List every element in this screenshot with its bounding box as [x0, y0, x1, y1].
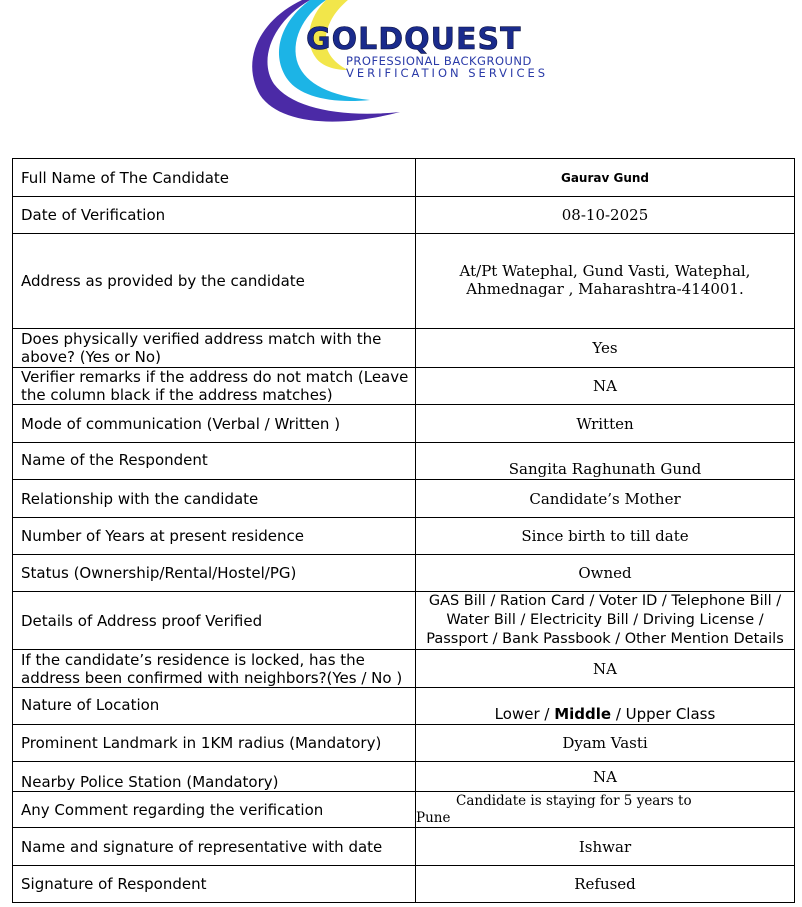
row-label: Verifier remarks if the address do not match (Leave the column black if the address matches): [13, 368, 416, 405]
comment-line-2: Pune: [416, 809, 451, 826]
location-lower: Lower /: [494, 705, 555, 723]
logo-brand-text: GOLDQUEST: [306, 22, 522, 57]
table-row: [13, 405, 795, 443]
row-value: [416, 688, 795, 725]
row-label: Nature of Location: [13, 688, 416, 725]
row-value: 08-10-2025: [416, 197, 795, 234]
table-row: [13, 866, 795, 903]
row-value: Gaurav Gund: [416, 159, 795, 197]
row-value: NA: [416, 650, 795, 688]
verification-table: [12, 158, 795, 903]
row-label: If the candidate’s residence is locked, has the address been confirmed with neighbors?(Yes / No ): [13, 650, 416, 688]
row-label: Any Comment regarding the verification: [13, 792, 416, 828]
row-label: Signature of Respondent: [13, 866, 416, 903]
row-label: Number of Years at present residence: [13, 518, 416, 555]
row-label: Status (Ownership/Rental/Hostel/PG): [13, 555, 416, 592]
table-row: [13, 197, 795, 234]
table-row: [13, 792, 795, 828]
location-middle: Middle: [554, 705, 612, 723]
goldquest-logo: [230, 0, 590, 128]
row-value: Refused: [416, 866, 795, 903]
row-value: NA: [416, 368, 795, 405]
table-row: [13, 480, 795, 518]
row-value: Yes: [416, 329, 795, 368]
row-value: Written: [416, 405, 795, 443]
table-row: [13, 688, 795, 725]
row-label: Relationship with the candidate: [13, 480, 416, 518]
logo-tagline-1: PROFESSIONAL BACKGROUND: [346, 54, 532, 68]
row-value: [416, 792, 795, 828]
row-value: Since birth to till date: [416, 518, 795, 555]
table-row: [13, 234, 795, 329]
row-value: Candidate’s Mother: [416, 480, 795, 518]
table-row: [13, 443, 795, 480]
row-value: Dyam Vasti: [416, 725, 795, 762]
logo-tagline-2: VERIFICATION SERVICES: [346, 66, 549, 80]
row-value: At/Pt Watephal, Gund Vasti, Watephal, Ahmednagar , Maharashtra-414001.: [416, 234, 795, 329]
row-value: NA: [416, 762, 795, 792]
location-upper: / Upper Class: [611, 705, 716, 723]
table-row: [13, 828, 795, 866]
row-value: Ishwar: [416, 828, 795, 866]
row-label: Name of the Respondent: [13, 443, 416, 480]
row-label: Does physically verified address match with the above? (Yes or No): [13, 329, 416, 368]
table-row: [13, 725, 795, 762]
row-value: Sangita Raghunath Gund: [416, 443, 795, 480]
row-label: Mode of communication (Verbal / Written ): [13, 405, 416, 443]
table-row: [13, 555, 795, 592]
table-row: [13, 592, 795, 650]
comment-line-1: Candidate is staying for 5 years to: [456, 792, 692, 809]
table-row: [13, 650, 795, 688]
row-label: Full Name of The Candidate: [13, 159, 416, 197]
row-label: Date of Verification: [13, 197, 416, 234]
table-row: [13, 518, 795, 555]
row-label: Prominent Landmark in 1KM radius (Mandatory): [13, 725, 416, 762]
table-row: [13, 159, 795, 197]
table-row: [13, 762, 795, 792]
row-label: Nearby Police Station (Mandatory): [13, 762, 416, 792]
row-value: Owned: [416, 555, 795, 592]
row-label: Name and signature of representative with date: [13, 828, 416, 866]
table-row: [13, 329, 795, 368]
row-label: Address as provided by the candidate: [13, 234, 416, 329]
table-row: [13, 368, 795, 405]
row-value: GAS Bill / Ration Card / Voter ID / Telephone Bill / Water Bill / Electricity Bill / Driving License / Passport / Bank Passbook / Other Mention Details: [416, 592, 795, 650]
row-label: Details of Address proof Verified: [13, 592, 416, 650]
